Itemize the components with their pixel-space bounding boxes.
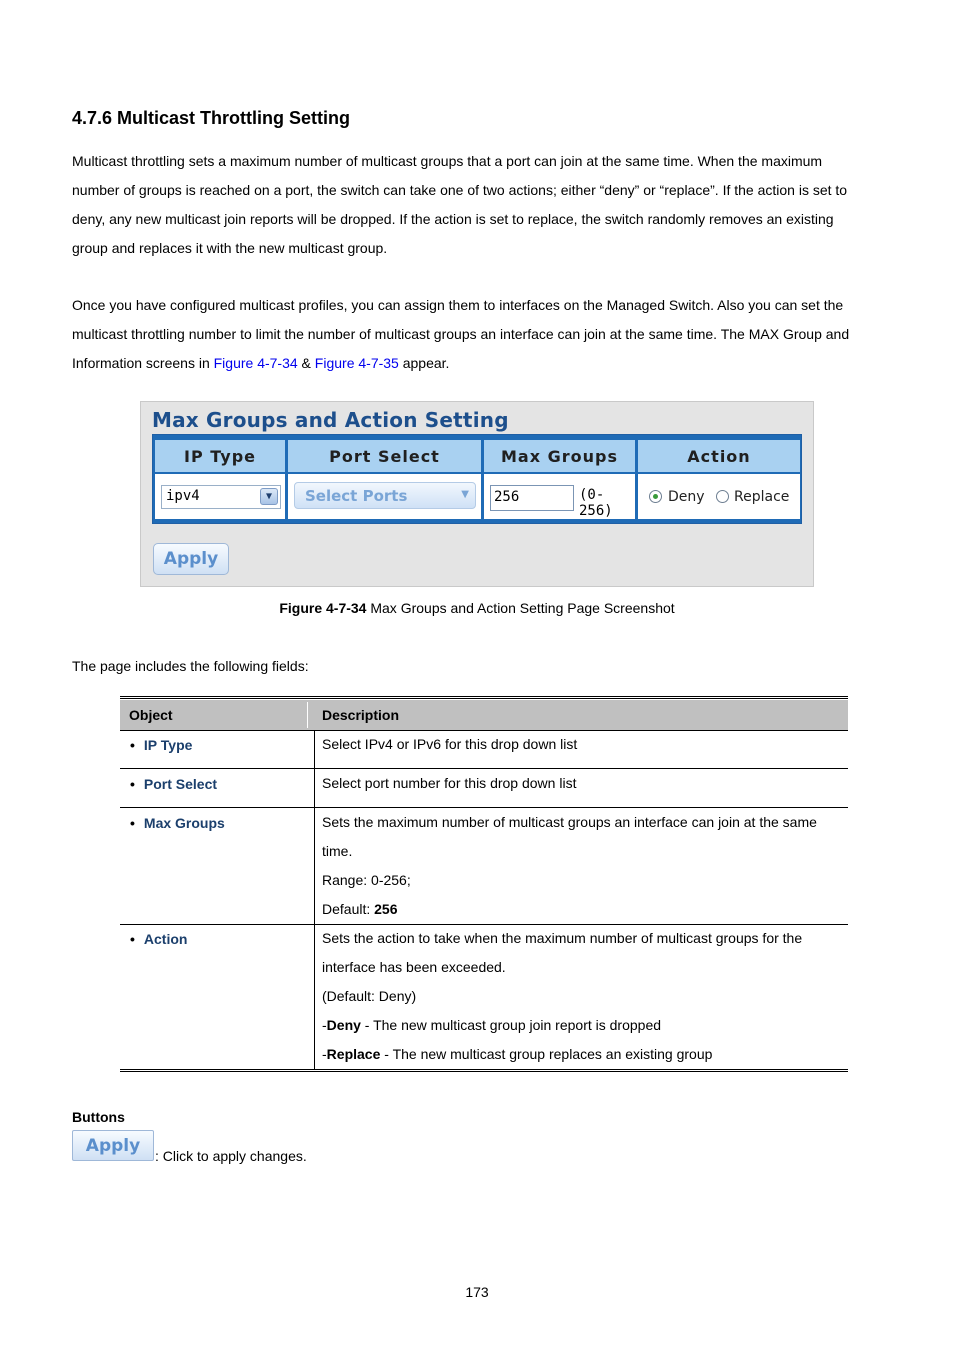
intro-paragraph-1	[72, 147, 884, 263]
action-deny-radio[interactable]	[649, 490, 662, 503]
field-port-select: • Port Select	[130, 776, 217, 792]
text: - The new multicast group join report is dropped	[360, 1017, 662, 1033]
intro-line: deny, any new multicast join reports will be dropped. If the action is set to replace, the switch randomly removes an existing	[72, 211, 834, 227]
cell-max-groups	[484, 474, 635, 519]
page-number: 173	[465, 1284, 489, 1300]
text: appear.	[398, 355, 450, 371]
desc-line	[322, 1011, 842, 1040]
default-value: 256	[374, 901, 398, 917]
text: -	[322, 1046, 327, 1062]
figure-link-4-7-34[interactable]: Figure 4-7-34	[213, 355, 298, 371]
table-top-border	[120, 696, 848, 699]
header-object: Object	[129, 707, 173, 723]
port-select-placeholder: Select Ports	[305, 487, 408, 505]
action-replace-radio[interactable]	[716, 490, 729, 503]
apply-button-desc: : Click to apply changes.	[155, 1148, 307, 1164]
text: Default:	[322, 901, 375, 917]
text: - The new multicast group replaces an existing group	[380, 1046, 713, 1062]
chevron-down-icon: ▼	[260, 488, 278, 505]
text: Replace	[326, 1046, 381, 1062]
action-replace-label: Replace	[734, 489, 790, 505]
max-groups-screenshot	[140, 401, 814, 587]
cell-ip-type	[155, 474, 285, 519]
field-port-select-desc: Select port number for this drop down list	[322, 775, 577, 791]
divider	[120, 1071, 848, 1072]
field-action: • Action	[130, 931, 187, 947]
fields-table-header	[120, 700, 848, 730]
desc-line: time.	[322, 843, 353, 859]
header-ip-type: IP Type	[155, 440, 285, 472]
intro-paragraph-2	[72, 291, 884, 378]
intro-line: group and replaces it with the new multicast group.	[72, 240, 388, 256]
apply-button[interactable]: Apply	[153, 543, 229, 575]
divider	[307, 702, 308, 728]
field-action-desc	[322, 924, 842, 1069]
header-action: Action	[638, 440, 800, 472]
cell-action	[638, 474, 800, 519]
figure-caption	[0, 600, 954, 616]
text: &	[297, 355, 315, 371]
settings-table	[152, 434, 802, 524]
divider	[120, 1069, 848, 1070]
header-port-select: Port Select	[288, 440, 481, 472]
action-deny-label: Deny	[668, 489, 705, 505]
max-groups-range: (0-256)	[579, 487, 613, 519]
cell-port-select	[288, 474, 481, 519]
intro-line: multicast throttling number to limit the number of multicast groups an interface can join at the same time. The MAX Group and	[72, 326, 850, 342]
chevron-down-icon: ▼	[461, 489, 469, 500]
max-groups-input[interactable]: 256	[490, 485, 574, 511]
field-max-groups: • Max Groups	[130, 815, 225, 831]
desc-line: Sets the action to take when the maximum number of multicast groups for the	[322, 930, 803, 946]
section-title: 4.7.6 Multicast Throttling Setting	[72, 108, 351, 128]
intro-line: Multicast throttling sets a maximum number of multicast groups that a port can join at the same time. When the maximum	[72, 153, 823, 169]
port-select-dropdown[interactable]	[294, 482, 476, 509]
ip-type-value: ipv4	[166, 488, 200, 504]
desc-line: Range: 0-256;	[322, 872, 411, 888]
desc-line: Sets the maximum number of multicast groups an interface can join at the same	[322, 814, 817, 830]
panel-title: Max Groups and Action Setting	[152, 408, 509, 432]
desc-line	[322, 1040, 842, 1069]
field-ip-type: • IP Type	[130, 737, 192, 753]
caption-text: Max Groups and Action Setting Page Screenshot	[366, 600, 675, 616]
header-description: Description	[322, 707, 400, 723]
header-max-groups: Max Groups	[484, 440, 635, 472]
intro-line	[72, 349, 884, 378]
caption-label: Figure 4-7-34	[279, 600, 367, 616]
desc-line	[322, 895, 842, 924]
field-ip-type-desc: Select IPv4 or IPv6 for this drop down list	[322, 736, 578, 752]
field-max-groups-desc	[322, 808, 842, 924]
intro-line: number of groups is reached on a port, the switch can take one of two actions; either “deny” or “replace”. If the action is set to	[72, 182, 848, 198]
figure-link-4-7-35[interactable]: Figure 4-7-35	[314, 355, 399, 371]
desc-line: interface has been exceeded.	[322, 959, 506, 975]
text: -	[322, 1017, 327, 1033]
text: Deny	[326, 1017, 361, 1033]
divider	[314, 730, 315, 1070]
fields-intro: The page includes the following fields:	[72, 658, 309, 674]
text: Information screens in	[72, 355, 214, 371]
apply-button-sample[interactable]: Apply	[72, 1130, 154, 1161]
buttons-heading: Buttons	[72, 1109, 125, 1125]
intro-line: Once you have configured multicast profiles, you can assign them to interfaces on the Managed Switch. Also you can set the	[72, 297, 844, 313]
ip-type-select[interactable]	[161, 485, 281, 509]
desc-line: (Default: Deny)	[322, 988, 417, 1004]
